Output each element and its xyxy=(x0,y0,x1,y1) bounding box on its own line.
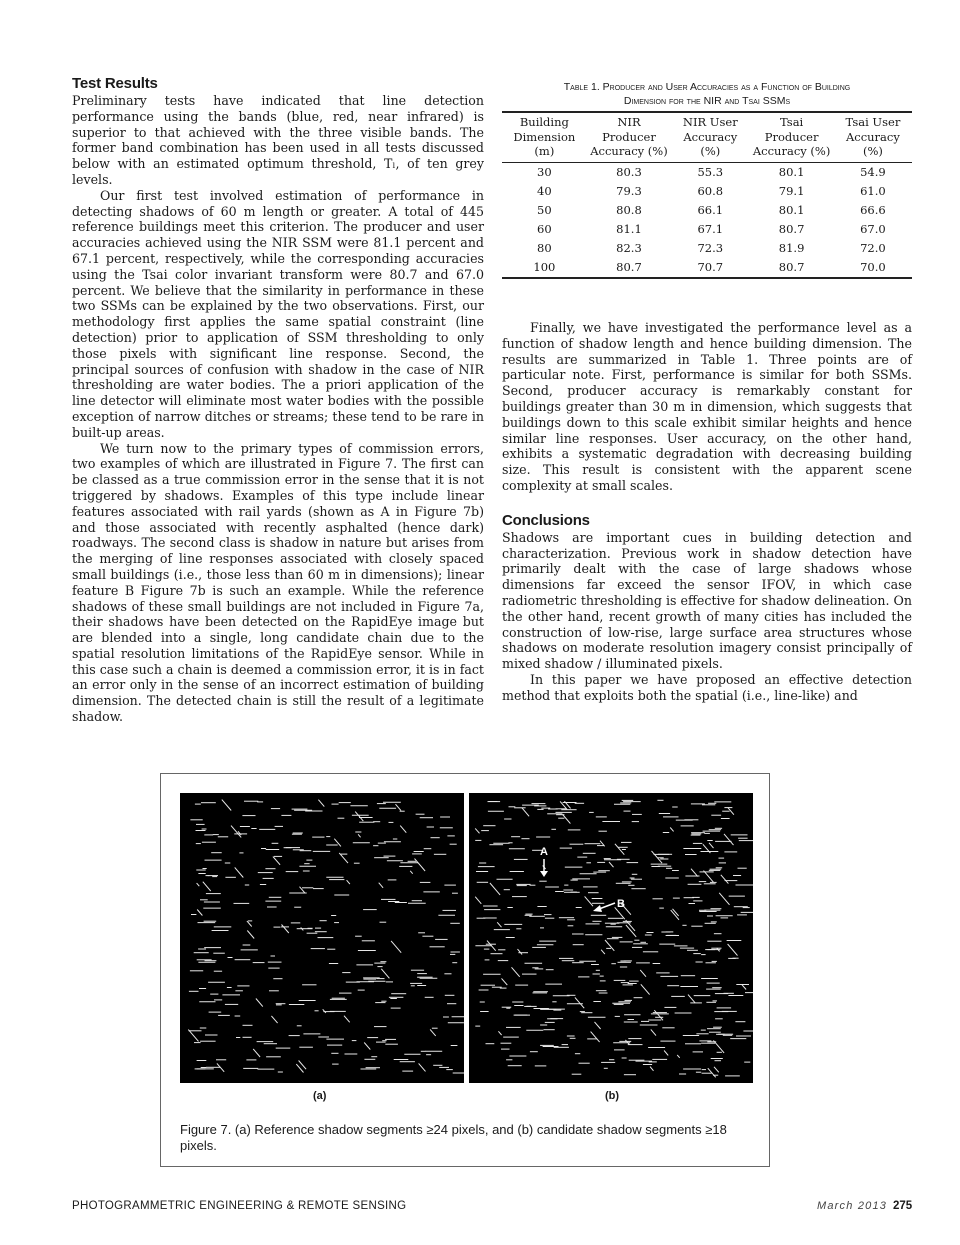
paragraph: In this paper we have proposed an effective detection method that exploits both the spatial (i.e., line-like) and xyxy=(502,671,912,703)
arrow-b-icon xyxy=(599,903,615,909)
table-cell: 80.8 xyxy=(616,202,642,217)
table-row xyxy=(502,258,912,278)
table-cell: 81.1 xyxy=(616,221,642,236)
table-cell: 55.3 xyxy=(697,164,724,179)
table-header-cell: NIR Producer Accuracy (%) xyxy=(590,115,668,158)
table-row xyxy=(502,162,912,182)
arrow-b-head-icon xyxy=(593,905,602,912)
paragraph: Preliminary tests have indicated that line detection performance using the bands (blue, red, near infrared) is superior to that achieved with the three visible bands. The former band combination has been used in all tests discussed below with an estimated optimum threshold, Tₗ, of ten grey levels. xyxy=(72,93,484,187)
table-cell: 70.0 xyxy=(860,259,886,274)
table-cell: 80.7 xyxy=(616,259,642,274)
section-heading-conclusions: Conclusions xyxy=(502,511,590,529)
table-cell: 100 xyxy=(533,259,556,274)
table-cell: 80.7 xyxy=(778,221,805,236)
table-cell: 67.0 xyxy=(860,221,886,236)
segment-texture xyxy=(475,800,753,1077)
table-row xyxy=(502,182,912,201)
table-caption-line: Table 1. Producer and User Accuracies as a Function of Building xyxy=(563,81,851,93)
table-cell: 54.9 xyxy=(860,164,886,179)
panel-label-a: (a) xyxy=(313,1090,327,1102)
table-cell: 81.9 xyxy=(778,240,805,255)
figure-caption: Figure 7. (a) Reference shadow segments ≥24 pixels, and (b) candidate shadow segments ≥18 pixels. xyxy=(180,1122,727,1153)
table-cell: 66.6 xyxy=(860,202,886,217)
table-header-cell: Building Dimension (m) xyxy=(513,115,576,158)
table-header-cell: NIR User Accuracy (%) xyxy=(682,115,738,158)
table-cell: 60 xyxy=(537,221,552,236)
table-row xyxy=(502,201,912,220)
segment-texture xyxy=(188,800,464,1073)
shadow-segments-image-b xyxy=(469,793,753,1083)
journal-name: PHOTOGRAMMETRIC ENGINEERING & REMOTE SENSING xyxy=(72,1200,407,1212)
table-header-row xyxy=(502,112,912,162)
table-cell: 30 xyxy=(537,164,552,179)
section-heading-test-results: Test Results xyxy=(72,75,158,92)
table-cell: 60.8 xyxy=(697,183,724,198)
table-cell: 82.3 xyxy=(616,240,642,255)
paragraph: We turn now to the primary types of commission errors, two examples of which are illustrated in Figure 7. The first can be classed as a true commission error in the sense that it is not triggered by shadows. Examples of this type include linear features associated with rail yards (shown as A in Figure 7b) and those associated with recently asphalted (hence dark) roadways. The second class is shadow in nature but arises from the merging of line responses associated with closely spaced small buildings (i.e., those less than 60 m in dimensions); linear feature B Figure 7b is such an example. While the reference shadows of these small buildings are not included in Figure 7a, their shadows have been detected on the RapidEye image but are blended into a single, long candidate chain due to the spatial resolution limitations of the RapidEye sensor. While in this case such a chain is deemed a commission error, it is in fact an error only in the sense of an incorrect estimation of building dimension. The detected chain is still the result of a legitimate shadow. xyxy=(72,440,484,725)
figure-7 xyxy=(160,773,770,1167)
table-row xyxy=(502,220,912,239)
table-cell: 50 xyxy=(537,202,552,217)
left-column xyxy=(72,75,484,725)
table-cell: 79.1 xyxy=(778,183,805,198)
table-cell: 80.7 xyxy=(778,259,805,274)
shadow-segments-image-a xyxy=(180,793,464,1083)
table-cell: 72.0 xyxy=(860,240,886,255)
table-cell: 61.0 xyxy=(860,183,886,198)
page-number: 275 xyxy=(893,1200,913,1212)
paragraph: Shadows are important cues in building detection and characterization. Previous work in shadow detection have primarily dealt with the case of large shadows whose dimensions far exceed the sensor IFOV, in which case radiometric thresholding is effective for shadow delineation. On the other hand, recent growth of many cities has included the construction of low-rise, large surface area structures whose shadows on moderate resolution imagery consist principally of mixed shadow / illuminated pixels. xyxy=(502,529,912,672)
table-caption-line: Dimension for the NIR and Tsai SSMs xyxy=(623,95,791,107)
table-cell: 70.7 xyxy=(697,259,724,274)
table-cell: 72.3 xyxy=(697,240,724,255)
panel-label-b: (b) xyxy=(605,1090,620,1102)
figure-panel-b xyxy=(469,793,753,1083)
table-cell: 40 xyxy=(537,183,552,198)
marker-a: A xyxy=(540,846,548,858)
accuracy-table xyxy=(502,111,912,279)
table-cell: 80.1 xyxy=(778,202,805,217)
issue-date: March 2013 xyxy=(817,1200,888,1212)
figure-panel-a xyxy=(180,793,464,1083)
paragraph: Finally, we have investigated the performance level as a function of shadow length and hence building dimension. The results are summarized in Table 1. Three points are of particular note. First, performance is similar for both SSMs. Second, producer accuracy is remarkably constant for buildings greater than 30 m in dimension, which suggests that buildings down to this scale exhibit similar heights and hence similar line responses. User accuracy, on the other hand, exhibits a systematic degradation with decreasing building size. This result is consistent with the apparent scene complexity at small scales. xyxy=(502,320,912,493)
table-caption xyxy=(502,80,912,108)
marker-b: B xyxy=(617,898,625,910)
table-cell: 67.1 xyxy=(697,221,724,236)
arrow-a-head-icon xyxy=(540,871,548,877)
table-cell: 80.1 xyxy=(778,164,805,179)
right-column xyxy=(502,320,912,704)
paragraph: Our first test involved estimation of performance in detecting shadows of 60 m length or greater. A total of 445 reference buildings meet this criterion. The producer and user accuracies achieved using the NIR SSM were 81.1 percent and 67.1 percent, respectively, while the corresponding accuracies using the Tsai color invariant transform were 80.7 and 67.0 percent. We believe that the similarity in performance in these two SSMs can be explained by the two observations. First, our methodology first applies the same spatial constraint (line detection) prior to application of SSM thresholding to only those pixels with significant line response. Second, the principal sources of confusion with shadow in the case of NIR thresholding are water bodies. The a priori application of the line detector will eliminate most water bodies with the possible exception of narrow ditches or streams; these tend to be rare in built-up areas. xyxy=(72,187,484,440)
table-header-cell: Tsai User Accuracy (%) xyxy=(845,115,901,158)
table-header-cell: Tsai Producer Accuracy (%) xyxy=(752,115,831,158)
table-cell: 79.3 xyxy=(616,183,642,198)
table-cell: 66.1 xyxy=(697,202,724,217)
table-cell: 80.3 xyxy=(616,164,642,179)
table-cell: 80 xyxy=(537,240,552,255)
table-row xyxy=(502,239,912,258)
